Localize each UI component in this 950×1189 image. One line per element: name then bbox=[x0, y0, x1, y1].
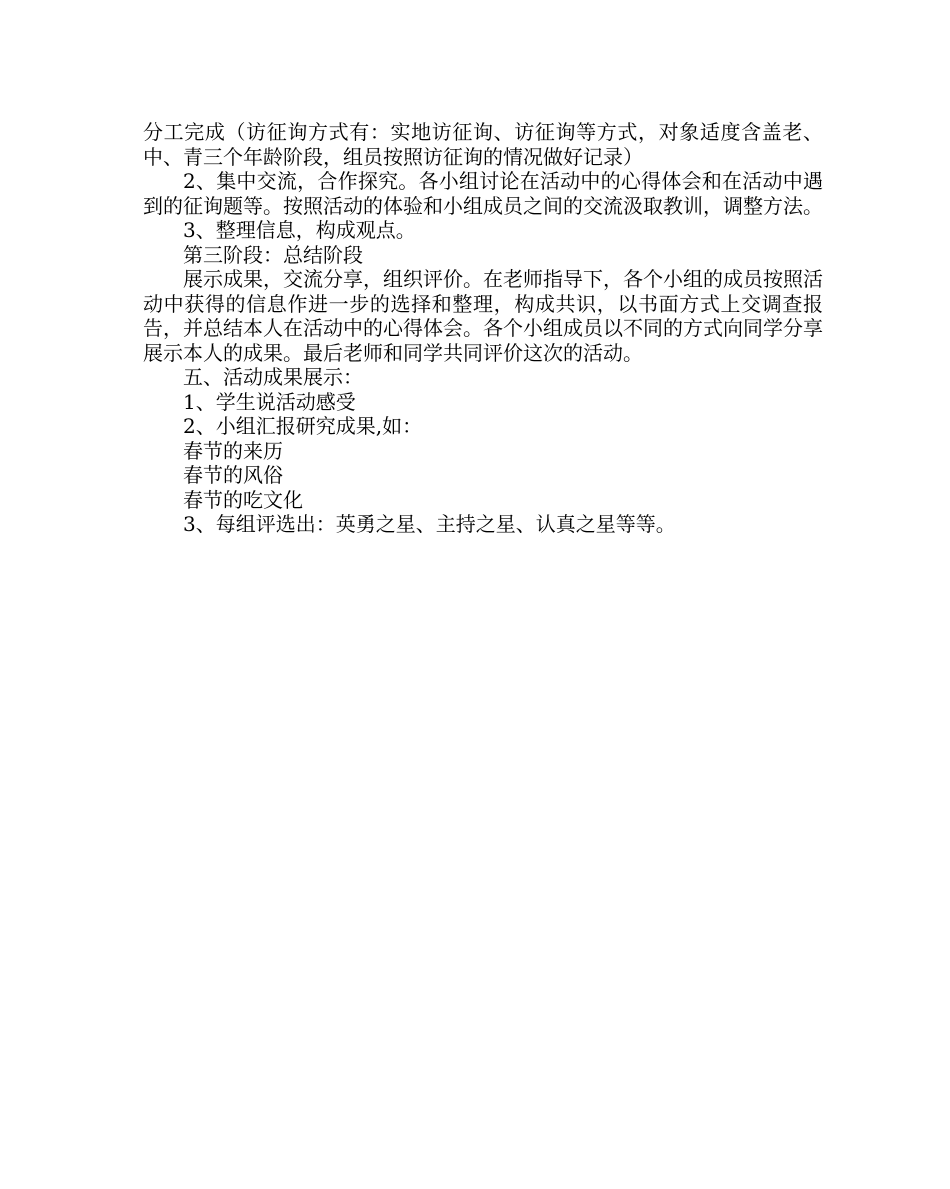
paragraph-step-3: 3、整理信息，构成观点。 bbox=[183, 218, 416, 242]
paragraph-stage-3-body: 展示成果，交流分享，组织评价。在老师指导下，各个小组的成员按照活动中获得的信息作进一步的选择和整理，构成共识，以书面方式上交调查报告，并总结本人在活动中的心得体会。各个小组成员以不同的方式向同学分享展示本人的成果。最后老师和同学共同评价这次的活动。 bbox=[143, 267, 823, 365]
list-item-result-3: 3、每组评选出：英勇之星、主持之星、认真之星等等。 bbox=[183, 512, 676, 536]
list-subitem-customs: 春节的风俗 bbox=[183, 463, 283, 487]
list-subitem-origin: 春节的来历 bbox=[183, 438, 283, 463]
document-body bbox=[143, 120, 823, 537]
list-item-result-1: 1、学生说活动感受 bbox=[183, 389, 356, 414]
paragraph-intro-continuation: 分工完成（访征询方式有：实地访征询、访征询等方式，对象适度含盖老、中、青三个年龄阶段，组员按照访征询的情况做好记录） bbox=[143, 120, 823, 169]
section-heading-stage-3: 第三阶段：总结阶段 bbox=[183, 242, 363, 267]
section-heading-results: 五、活动成果展示： bbox=[183, 365, 363, 389]
list-subitem-food-culture: 春节的吃文化 bbox=[183, 487, 303, 512]
paragraph-step-2: 2、集中交流，合作探究。各小组讨论在活动中的心得体会和在活动中遇到的征询题等。按照活动的体验和小组成员之间的交流汲取教训，调整方法。 bbox=[143, 169, 823, 218]
list-item-result-2: 2、小组汇报研究成果,如： bbox=[183, 414, 423, 438]
